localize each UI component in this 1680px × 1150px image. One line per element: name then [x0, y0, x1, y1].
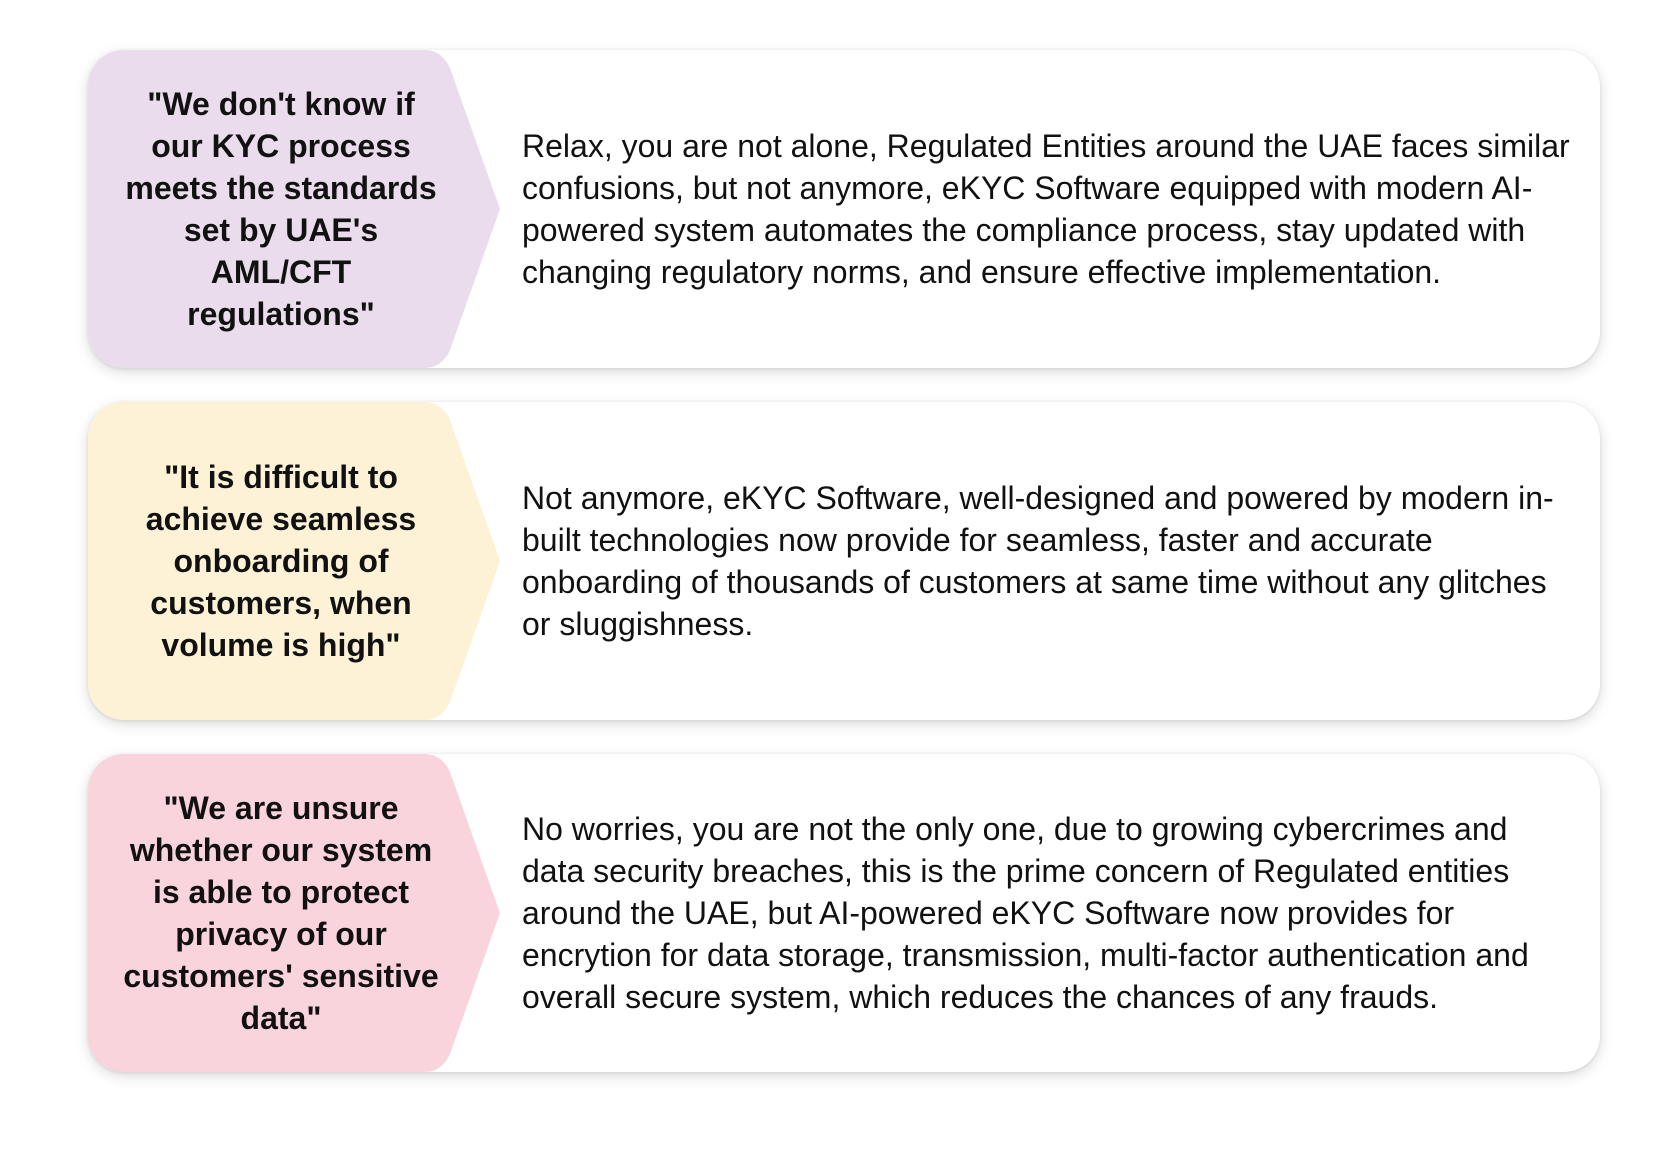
solution-text: No worries, you are not the only one, due to growing cybercrimes and data security breaches, this is the prime concern of Regulated entities around the UAE, but AI-powered eKYC Software now provides for encrytion for data storage, transmission, multi-factor authentication and overall secure system, which reduces the chances of any frauds. — [522, 811, 1529, 1015]
concern-quote: "It is difficult to achieve seamless onboarding of customers, when volume is high" — [145, 459, 417, 663]
faq-card-kyc-standards — [88, 50, 1600, 368]
faq-card-onboarding — [88, 402, 1600, 720]
faq-card-data-privacy — [88, 754, 1600, 1072]
solution-text: Not anymore, eKYC Software, well-designed and powered by modern in-built technologies now provide for seamless, faster and accurate onboarding of thousands of customers at same time without any glitches or sluggishness. — [522, 480, 1554, 642]
concern-quote: "We don't know if our KYC process meets the standards set by UAE's AML/CFT regulations" — [125, 86, 437, 332]
solution-text: Relax, you are not alone, Regulated Entities around the UAE faces similar confusions, but not anymore, eKYC Software equipped with modern AI-powered system automates the compliance process, stay updated with changing regulatory norms, and ensure effective implementation. — [522, 128, 1570, 290]
concern-quote: "We are unsure whether our system is able to protect privacy of our customers' sensitive data" — [123, 790, 439, 1036]
